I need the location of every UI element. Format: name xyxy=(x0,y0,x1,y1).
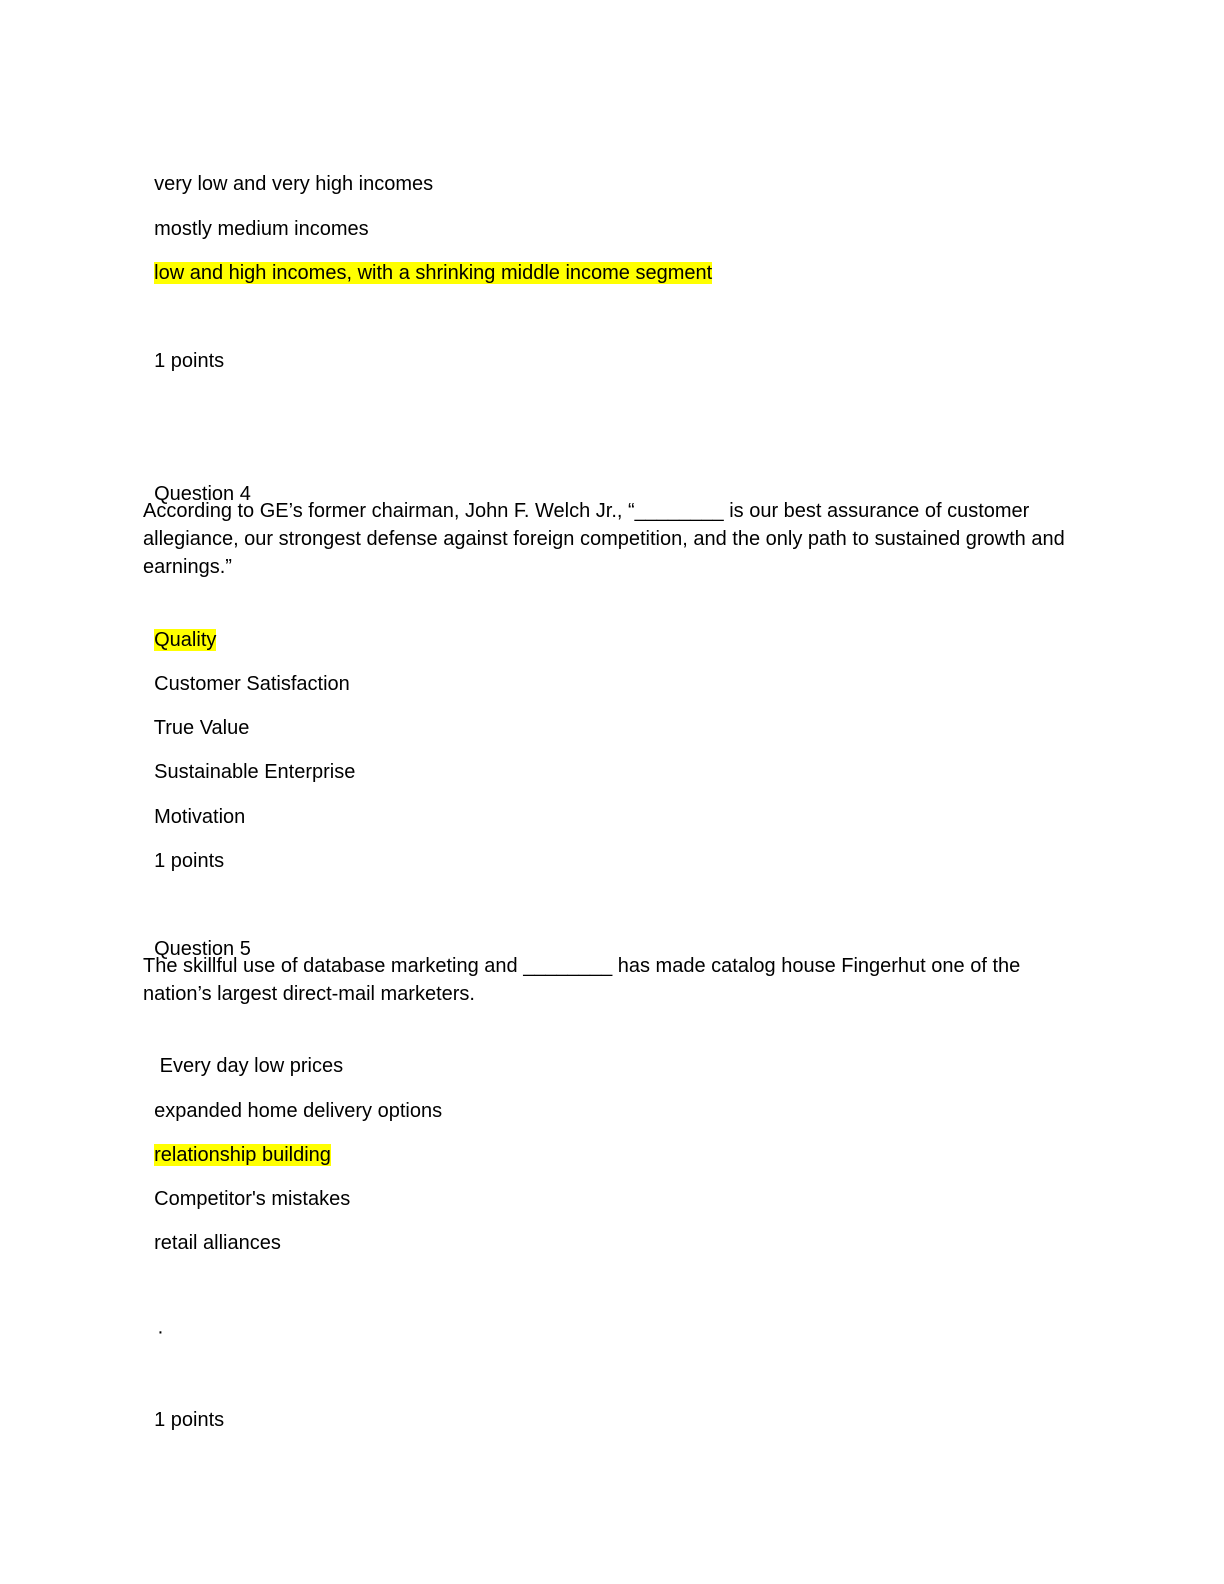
q3-points-text: 1 points xyxy=(154,350,225,372)
q4-option-1-highlight: Quality xyxy=(154,629,217,651)
q4-option-5-text: Motivation xyxy=(154,806,246,828)
q5-option-5 xyxy=(143,1201,281,1257)
q4-option-2-text: Customer Satisfaction xyxy=(154,673,350,695)
q3-option-3-correct xyxy=(143,231,712,287)
q4-points xyxy=(143,819,224,875)
q5-points xyxy=(143,1378,224,1434)
q4-title-text: Question 4 xyxy=(154,483,251,505)
q5-option-3-highlight: relationship building xyxy=(154,1144,331,1166)
q5-option-5-text: retail alliances xyxy=(154,1232,281,1254)
q3-option-1-text: very low and very high incomes xyxy=(154,173,434,195)
q5-points-text: 1 points xyxy=(154,1409,225,1431)
q5-title-text: Question 5 xyxy=(154,938,251,960)
q4-option-4-text: Sustainable Enterprise xyxy=(154,761,356,783)
q3-points xyxy=(143,319,224,375)
q4-question-text: According to GE’s former chairman, John F. Welch Jr., “________ is our best assurance of customer allegiance, our strongest defense against foreign competition, and the only path to sustained growth and earnings.” xyxy=(143,500,1065,578)
q5-bullet-dot xyxy=(146,1290,164,1346)
q3-option-3-highlight: low and high incomes, with a shrinking middle income segment xyxy=(154,262,713,284)
q4-option-3-text: True Value xyxy=(153,717,250,739)
q3-option-2-text: mostly medium incomes xyxy=(154,218,369,240)
q5-option-2-text: expanded home delivery options xyxy=(154,1100,443,1122)
q5-question-text: The skillful use of database marketing and ________ has made catalog house Fingerhut one of the nation’s largest direct-mail marketers. xyxy=(143,955,1021,1005)
q4-points-text: 1 points xyxy=(154,850,225,872)
q5-option-4-text: Competitor's mistakes xyxy=(154,1188,351,1210)
q5-option-1-text: Every day low prices xyxy=(154,1055,344,1077)
q5-bullet-dot-text: · xyxy=(157,1321,164,1343)
